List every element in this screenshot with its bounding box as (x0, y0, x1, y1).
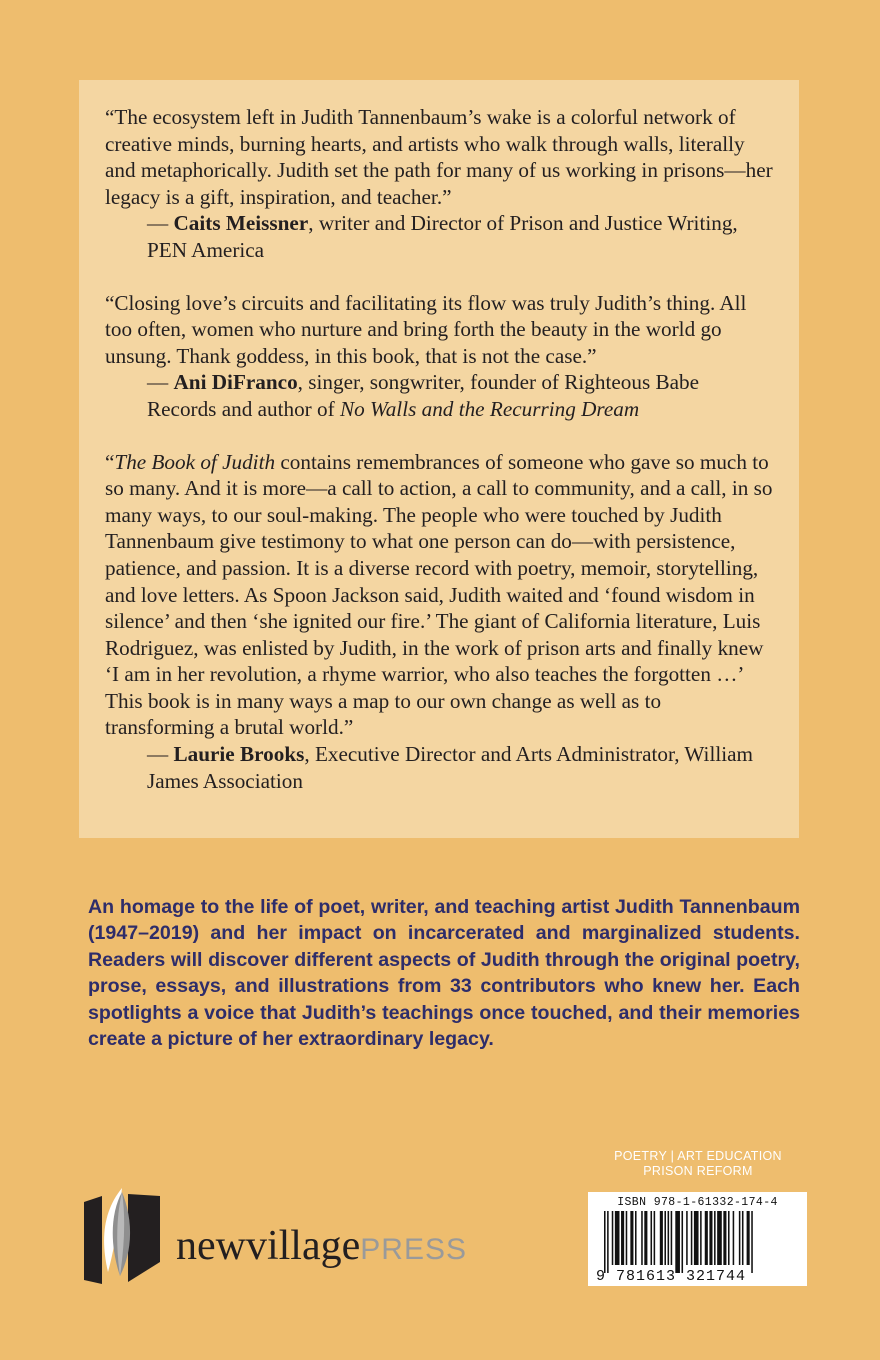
publisher-wordmark (176, 1222, 467, 1274)
publisher-suffix: PRESS (360, 1233, 467, 1266)
barcode-bars-icon (594, 1211, 801, 1273)
attribution-dash: — (147, 742, 174, 767)
endorsement-body: contains remembrances of someone who gave so much to so many. And it is more—a call to action, a call to community, and a call, in so many ways, to our soul-making. The people who were touched by Judith Tannenbaum give testimony to what one person can do—with persistence, patience, and passion. It is a diverse record with poetry, memoir, storytelling, and love letters. As Spoon Jackson said, Judith waited and ‘found wisdom in silence’ and then ‘she ignited our fire.’ The giant of California literature, Luis Rodriguez, was enlisted by Judith, in the work of prison arts and finally knew ‘I am in her revolution, a rhyme warrior, who also teaches the forgotten …’ This book is in many ways a map to our own change as well as to transforming a brutal world.” (105, 449, 773, 740)
endorsement-attribution (105, 369, 773, 422)
endorser-name: Ani DiFranco (173, 370, 298, 395)
endorser-title: , writer and Director of Prison and Justice Writing, PEN America (147, 211, 738, 262)
attribution-dash: — (147, 211, 174, 236)
endorsement-attribution (105, 741, 773, 794)
endorsements-panel (79, 80, 799, 838)
isbn-label: ISBN 978-1-61332-174-4 (617, 1196, 778, 1209)
book-description: An homage to the life of poet, writer, and teaching artist Judith Tannenbaum (1947–2019) and her impact on incarcerated and marginalized students. Readers will discover different aspects of Judith through the original poetry, prose, essays, and illustrations from 33 contributors who knew her. Each spotlights a voice that Judith’s teachings once touched, and their memories create a picture of her extraordinary legacy. (88, 896, 800, 1051)
endorsement-text: “Closing love’s circuits and facilitating its flow was truly Judith’s thing. All too often, women who nurture and bring forth the beauty in the world go unsung. Thank goddess, in this book, that is not the case.” (105, 290, 747, 368)
publisher-name: newvillage (176, 1223, 361, 1269)
endorsement-1 (105, 104, 773, 264)
barcode-digits: 9 781613 321744 (596, 1268, 747, 1285)
publisher-logo (82, 1188, 502, 1288)
book-title: The Book of Judith (114, 449, 276, 474)
isbn-barcode (588, 1192, 807, 1286)
endorsement-text (105, 449, 773, 742)
subject-categories (588, 1149, 808, 1179)
endorser-title: , singer, songwriter, founder of Righteous Babe Records and author of (147, 370, 700, 421)
endorser-name: Caits Meissner (173, 211, 309, 236)
attribution-dash: — (147, 370, 174, 395)
endorser-name: Laurie Brooks (173, 742, 305, 767)
book-title: No Walls and the Recurring Dream (339, 396, 640, 421)
endorsement-attribution (105, 210, 773, 263)
endorsement-2 (105, 290, 773, 423)
endorsement-text: “The ecosystem left in Judith Tannenbaum’s wake is a colorful network of creative minds, burning hearts, and artists who walk through walls, literally and metaphorically. Judith set the path for many of us working in prisons—her legacy is a gift, inspiration, and teacher.” (105, 105, 773, 209)
category-line-1: POETRY | ART EDUCATION (614, 1149, 782, 1163)
open-quote: “ (105, 449, 115, 474)
publisher-mark-icon (82, 1188, 166, 1288)
category-line-2: PRISON REFORM (643, 1164, 753, 1178)
endorsement-3 (105, 449, 773, 795)
endorser-title: , Executive Director and Arts Administrator, William James Association (147, 742, 753, 793)
